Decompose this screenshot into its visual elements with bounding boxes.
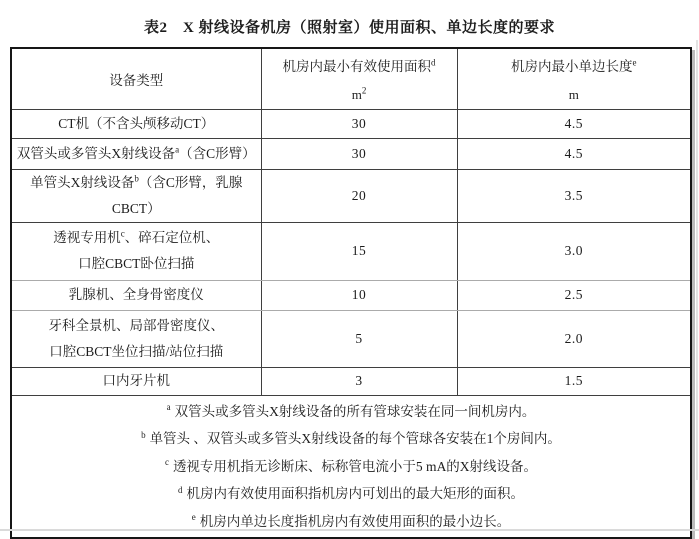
min-area-cell: 3 bbox=[261, 367, 457, 395]
table-row-single-tube bbox=[11, 169, 691, 222]
min-length-cell: 1.5 bbox=[457, 367, 691, 395]
footnote-a bbox=[12, 398, 690, 426]
header-device-type-cell bbox=[11, 48, 261, 109]
device-type-cell bbox=[11, 222, 261, 280]
device-name-line1 bbox=[12, 141, 261, 167]
min-length-cell: 3.0 bbox=[457, 222, 691, 280]
device-type-cell bbox=[11, 169, 261, 222]
header-min-area-footnote-ref: d bbox=[431, 57, 436, 68]
footnote-b-marker: b bbox=[141, 429, 146, 440]
device-name-line2: 口腔CBCT卧位扫描 bbox=[78, 256, 195, 271]
footnote-e-text: 机房内单边长度指机房内有效使用面积的最小边长。 bbox=[199, 513, 511, 529]
device-type-cell bbox=[11, 310, 261, 367]
page-title: 表2 X 射线设备机房（照射室）使用面积、单边长度的要求 bbox=[143, 20, 556, 36]
min-length-cell: 2.0 bbox=[457, 310, 691, 367]
min-area-cell: 20 bbox=[261, 169, 457, 222]
device-type-cell bbox=[11, 280, 261, 310]
header-min-length-title bbox=[458, 57, 691, 77]
footnote-d-text: 机房内有效使用面积指机房内可划出的最大矩形的面积。 bbox=[186, 486, 524, 501]
device-name-line2: 口腔CBCT坐位扫描/站位扫描 bbox=[49, 343, 224, 359]
device-footnote-ref: c bbox=[120, 228, 125, 239]
scan-edge-bottom bbox=[0, 529, 699, 531]
header-min-area-unit bbox=[262, 87, 457, 103]
table-row-fluoroscopy bbox=[11, 222, 691, 280]
device-name-suffix: 、碎石定位机、 bbox=[124, 230, 220, 245]
footnote-c bbox=[12, 453, 690, 481]
table-footnotes-row bbox=[11, 395, 691, 538]
device-name-line1 bbox=[12, 282, 261, 308]
device-footnote-ref: b bbox=[134, 173, 139, 183]
device-name-line1 bbox=[12, 170, 261, 222]
footnotes-cell bbox=[11, 395, 691, 538]
header-min-area-unit-text: m bbox=[351, 86, 362, 102]
min-area-cell: 15 bbox=[261, 222, 457, 280]
device-name-text: 双管头或多管头X射线设备 bbox=[16, 145, 176, 161]
table-header-row bbox=[11, 48, 691, 109]
scan-edge-right bbox=[696, 40, 698, 480]
footnote-e-marker: e bbox=[191, 512, 196, 522]
header-min-length-text: 机房内最小单边长度 bbox=[511, 58, 633, 74]
footnote-d bbox=[12, 480, 690, 508]
header-min-area-text: 机房内最小有效使用面积 bbox=[282, 58, 431, 74]
table-row-ct bbox=[11, 109, 691, 138]
footnote-c-marker: c bbox=[164, 457, 169, 467]
device-name-suffix: （含C形臂，乳腺CBCT） bbox=[111, 174, 243, 216]
header-min-length-cell bbox=[457, 48, 691, 109]
min-area-cell: 30 bbox=[261, 109, 457, 138]
table-row-dual-tube bbox=[11, 138, 691, 169]
device-name-suffix: （含C形臂） bbox=[179, 145, 256, 161]
table-row-dental-panoramic bbox=[11, 310, 691, 367]
table-row-mammography bbox=[11, 280, 691, 310]
min-length-cell: 2.5 bbox=[457, 280, 691, 310]
device-name-text: CT机（不含头颅移动CT） bbox=[58, 115, 215, 131]
device-name-text: 透视专用机 bbox=[53, 230, 121, 245]
device-name-line1 bbox=[12, 313, 261, 339]
min-length-cell: 3.5 bbox=[457, 169, 691, 222]
device-name-text: 口内牙片机 bbox=[102, 373, 170, 388]
device-type-cell bbox=[11, 367, 261, 395]
device-name-text: 乳腺机、全身骨密度仪 bbox=[68, 287, 204, 302]
min-length-cell: 4.5 bbox=[457, 138, 691, 169]
header-min-area-title bbox=[262, 57, 457, 77]
device-footnote-ref: a bbox=[175, 144, 180, 154]
min-area-cell: 5 bbox=[261, 310, 457, 367]
device-name-line1 bbox=[12, 368, 261, 394]
device-type-cell bbox=[11, 109, 261, 138]
header-min-area-unit-exp: 2 bbox=[361, 85, 367, 96]
min-area-cell: 10 bbox=[261, 280, 457, 310]
requirements-table bbox=[10, 47, 692, 539]
footnote-a-text: 双管头或多管头X射线设备的所有管球安装在同一间机房内。 bbox=[174, 403, 536, 419]
device-name-line1 bbox=[12, 111, 261, 137]
header-device-type-label: 设备类型 bbox=[109, 72, 164, 88]
footnote-a-marker: a bbox=[166, 402, 171, 412]
header-min-length-unit bbox=[458, 87, 691, 103]
footnote-c-text: 透视专用机指无诊断床、标称管电流小于5 mA的X射线设备。 bbox=[172, 458, 538, 474]
footnote-d-marker: d bbox=[178, 484, 183, 495]
device-name-line1 bbox=[12, 225, 261, 251]
header-min-length-unit-text: m bbox=[568, 86, 579, 102]
device-name-text: 单管头X射线设备 bbox=[30, 174, 135, 190]
footnote-b-text: 单管头 、双管头或多管头X射线设备的每个管球各安装在1个房间内。 bbox=[149, 431, 561, 446]
header-min-area-cell bbox=[261, 48, 457, 109]
min-length-cell: 4.5 bbox=[457, 109, 691, 138]
device-name-text: 牙科全景机、局部骨密度仪、 bbox=[48, 317, 224, 333]
table-row-intraoral bbox=[11, 367, 691, 395]
min-area-cell: 30 bbox=[261, 138, 457, 169]
header-min-length-footnote-ref: e bbox=[632, 57, 637, 68]
footnote-b bbox=[12, 425, 690, 453]
device-type-cell bbox=[11, 138, 261, 169]
